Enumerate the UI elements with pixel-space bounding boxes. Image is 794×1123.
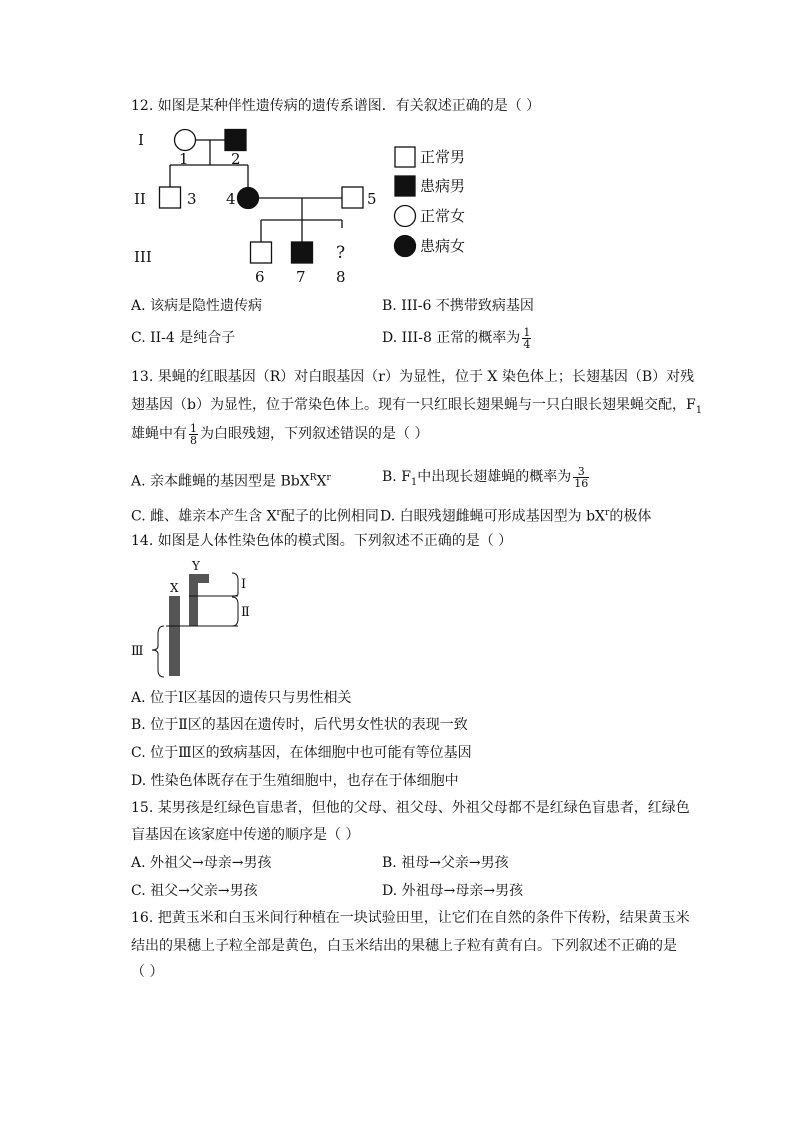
- q16-line-3: （ ）: [131, 964, 164, 980]
- gen-label-II: II: [134, 190, 146, 208]
- pedigree-individual-4: [238, 188, 259, 209]
- legend-normal-female-label: 正常女: [420, 207, 466, 225]
- region-III-label: Ⅲ: [131, 644, 144, 659]
- q13-option-d: D. 白眼残翅雌蝇可形成基因型为 $bX^r$的极体: [380, 508, 652, 525]
- y-chromosome-label: Y: [192, 559, 200, 573]
- pedigree-label-5: 5: [367, 190, 377, 208]
- legend-affected-male-symbol: [395, 176, 415, 196]
- pedigree-label-1: 1: [179, 150, 189, 168]
- legend-normal-male-label: 正常男: [420, 148, 466, 166]
- fraction-three-sixteenths: $\frac{3}{16}$: [574, 464, 589, 490]
- x-chromosome: [169, 596, 180, 676]
- q13-line-2: 翅基因（b）为显性，位于常染色体上。现有一只红眼长翅果蝇与一只白眼长翅果蝇交配，$F_1$: [131, 397, 703, 416]
- pedigree-label-4: 4: [226, 190, 236, 208]
- q12-pedigree-figure: [130, 120, 480, 290]
- q14-option-b: B. 位于Ⅱ区的基因在遗传时，后代男女性状的表现一致: [131, 717, 468, 733]
- legend-normal-female-symbol: [395, 206, 416, 227]
- legend-affected-male-label: 患病男: [420, 177, 466, 195]
- legend-affected-female-label: 患病女: [420, 237, 466, 255]
- brace-region-II: [232, 597, 238, 626]
- q16-line-2: 结出的果穗上子粒全部是黄色，白玉米结出的果穗上子粒有黄有白。下列叙述不正确的是: [131, 938, 677, 954]
- q12-option-d: D. III-8 正常的概率为 $\frac{1}{4}$: [382, 325, 531, 351]
- fraction-one-eighth: $\frac{1}{8}$: [190, 421, 197, 447]
- fraction-one-quarter: $\frac{1}{4}$: [523, 325, 531, 351]
- region-I-label: I: [241, 577, 247, 592]
- brace-region-III: [152, 626, 164, 677]
- q12-option-c: C. II-4 是纯合子: [131, 330, 236, 346]
- pedigree-individual-6: [251, 242, 272, 263]
- x-chromosome-label: X: [170, 581, 179, 595]
- q13-line-1: 13. 果蝇的红眼基因（R）对白眼基因（r）为显性，位于 X 染色体上；长翅基因（B）对残: [131, 369, 695, 385]
- q12-stem: 12. 如图是某种伴性遗传病的遗传系谱图．有关叙述正确的是（ ）: [131, 98, 541, 114]
- q15-line-2: 盲基因在该家庭中传递的顺序是（ ）: [131, 827, 360, 843]
- q12-option-b: B. III-6 不携带致病基因: [382, 298, 534, 314]
- pedigree-unknown-mark: ?: [336, 243, 346, 263]
- gen-label-I: I: [138, 131, 144, 149]
- pedigree-individual-1: [175, 130, 196, 151]
- gen-label-III: III: [134, 248, 152, 266]
- q14-stem: 14. 如图是人体性染色体的模式图。下列叙述不正确的是（ ）: [131, 533, 513, 549]
- pedigree-individual-5: [342, 187, 363, 208]
- q14-sex-chromosome-figure: [128, 556, 268, 686]
- q15-line-1: 15. 某男孩是红绿色盲患者，但他的父母、祖父母、外祖父母都不是红绿色盲患者，红绿色: [131, 800, 690, 816]
- q15-option-d: D. 外祖母→母亲→男孩: [382, 883, 524, 899]
- brace-region-I: [232, 573, 238, 596]
- pedigree-label-3: 3: [187, 190, 197, 208]
- pedigree-individual-3: [160, 187, 181, 208]
- pedigree-label-2: 2: [231, 150, 241, 168]
- region-II-label: Ⅱ: [241, 605, 250, 620]
- pedigree-label-8: 8: [336, 268, 346, 286]
- q12-option-a: A. 该病是隐性遗传病: [131, 298, 263, 314]
- q13-option-b: B. $F_1$中出现长翅雄蝇的概率为 $\frac{3}{16}$: [382, 464, 589, 490]
- q15-option-c: C. 祖父→父亲→男孩: [131, 883, 258, 899]
- pedigree-individual-2: [225, 130, 246, 151]
- legend-affected-female-symbol: [395, 236, 416, 257]
- q13-line-3: 雄蝇中有 $\frac{1}{8}$ 为白眼残翅，下列叙述错误的是（ ）: [131, 421, 429, 447]
- q14-option-d: D. 性染色体既存在于生殖细胞中，也存在于体细胞中: [131, 773, 459, 789]
- q14-option-a: A. 位于Ⅰ区基因的遗传只与男性相关: [131, 690, 352, 706]
- q15-option-a: A. 外祖父→母亲→男孩: [131, 855, 272, 871]
- q14-option-c: C. 位于Ⅲ区的致病基因，在体细胞中也可能有等位基因: [131, 745, 472, 761]
- q13-option-c: C. 雌、雄亲本产生含 $X^r$配子的比例相同: [131, 508, 379, 525]
- legend-normal-male-symbol: [395, 147, 415, 167]
- q16-line-1: 16. 把黄玉米和白玉米间行种植在一块试验田里，让它们在自然的条件下传粉，结果黄玉米: [131, 910, 690, 926]
- pedigree-label-6: 6: [255, 268, 265, 286]
- pedigree-individual-7: [292, 242, 313, 263]
- q15-option-b: B. 祖母→父亲→男孩: [382, 855, 509, 871]
- q13-option-a: A. 亲本雌蝇的基因型是 $BbX^RX^r$: [131, 473, 331, 490]
- pedigree-label-7: 7: [296, 268, 306, 286]
